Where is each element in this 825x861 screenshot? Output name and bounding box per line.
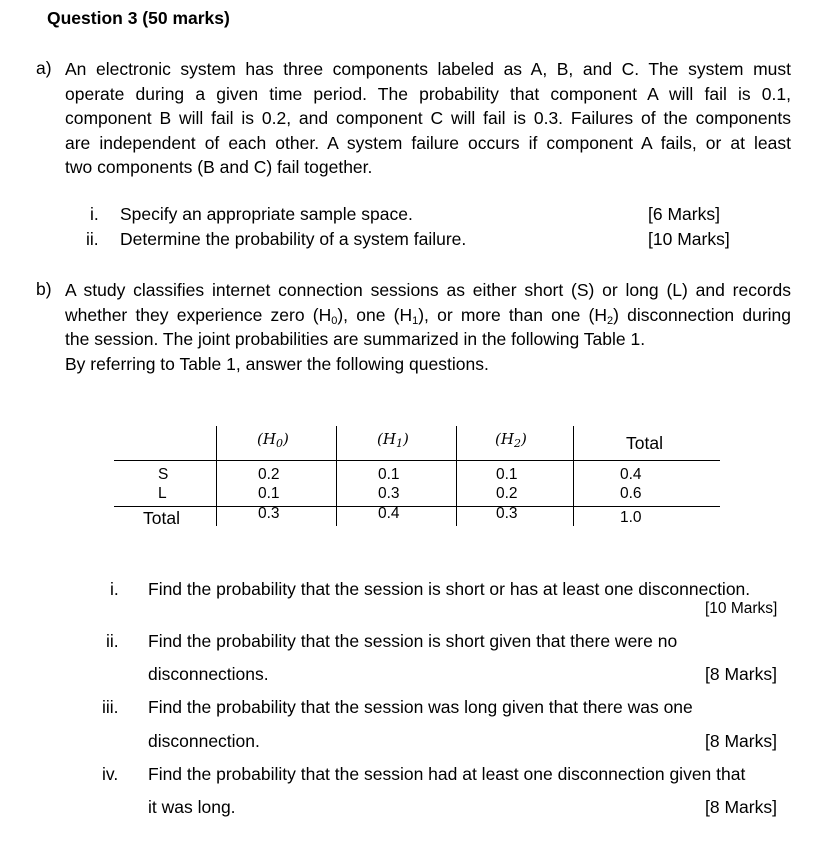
part-a-item-text: Specify an appropriate sample space. — [120, 204, 413, 224]
question-number: i. — [110, 579, 119, 599]
question-text: Find the probability that the session is short given that there were no — [148, 631, 678, 651]
part-b-line: whether they experience zero $(H_0)$, one $(H_1)$, or more than one $(H_2)$ disconnection during — [65, 304, 791, 327]
question-text: Find the probability that the session had at least one disconnection given that — [148, 764, 746, 784]
table-cell: 0.4 — [620, 466, 642, 483]
question-number: ii. — [106, 631, 119, 651]
question-title: Question 3 (50 marks) — [47, 8, 230, 28]
part-a-line: component B will fail is 0.2, and component C will fail is 0.3. Failures of the components — [65, 108, 791, 128]
table-cell: 0.2 — [258, 466, 280, 483]
part-b-line: By referring to Table 1, answer the following questions. — [65, 353, 489, 374]
table-header: $(H_2)$ — [495, 430, 527, 450]
part-a-item-number: ii. — [86, 229, 99, 249]
table-cell: 0.6 — [620, 485, 642, 502]
part-a-label: a) — [36, 58, 52, 78]
table-rule — [114, 460, 720, 461]
table-cell: 0.1 — [258, 485, 280, 502]
part-a-paragraph — [65, 57, 791, 180]
part-b-label: b) — [36, 279, 52, 299]
question-text-cont: disconnections. — [148, 664, 269, 684]
part-a-item-marks: [6 Marks] — [648, 204, 720, 224]
table-header: $(H_1)$ — [377, 430, 409, 450]
table-cell: 0.4 — [378, 505, 400, 522]
table-divider — [336, 426, 337, 526]
table-header: $(H_0)$ — [257, 430, 289, 450]
part-a-line: An electronic system has three components labeled as A, B, and C. The system must — [65, 59, 791, 79]
part-a-item-marks: [10 Marks] — [648, 229, 730, 249]
table-row-label: Total — [143, 508, 180, 528]
question-marks: [8 Marks] — [705, 731, 777, 751]
question-text: Find the probability that the session is short or has at least one disconnection. — [148, 579, 751, 599]
part-a-item-text: Determine the probability of a system failure. — [120, 229, 467, 249]
table-divider — [573, 426, 574, 526]
part-a-line: are independent of each other. A system failure occurs if component A fails, or at least — [65, 132, 791, 153]
table-cell: 0.2 — [496, 485, 518, 502]
table-cell: 0.3 — [258, 505, 280, 522]
question-text: Find the probability that the session was long given that there was one — [148, 697, 693, 717]
table-cell: 0.1 — [496, 466, 518, 483]
table-header: Total — [626, 433, 663, 453]
table-row-label: L — [158, 485, 167, 502]
question-marks: [8 Marks] — [705, 797, 777, 817]
part-b-line: A study classifies internet connection sessions as either short (S) or long (L) and records — [65, 280, 791, 300]
table-divider — [216, 426, 217, 526]
table-cell: 0.3 — [496, 505, 518, 522]
question-marks: [8 Marks] — [705, 664, 777, 684]
part-b-paragraph — [65, 278, 791, 376]
table-cell: 1.0 — [620, 509, 642, 526]
question-text-cont: it was long. — [148, 797, 236, 817]
part-b-line: the session. The joint probabilities are summarized in the following Table 1. — [65, 329, 646, 349]
table-cell: 0.3 — [378, 485, 400, 502]
question-number: iii. — [102, 697, 119, 717]
part-a-line: operate during a given time period. The probability that component A will fail is 0.1, — [65, 83, 791, 104]
part-a-item-number: i. — [90, 204, 99, 224]
part-a-line: two components (B and C) fail together. — [65, 157, 373, 177]
question-marks: [10 Marks] — [705, 600, 778, 617]
table-rule — [114, 506, 720, 507]
table-cell: 0.1 — [378, 466, 400, 483]
question-text-cont: disconnection. — [148, 731, 260, 751]
table-row-label: S — [158, 466, 169, 483]
table-divider — [456, 426, 457, 526]
question-number: iv. — [102, 764, 119, 784]
